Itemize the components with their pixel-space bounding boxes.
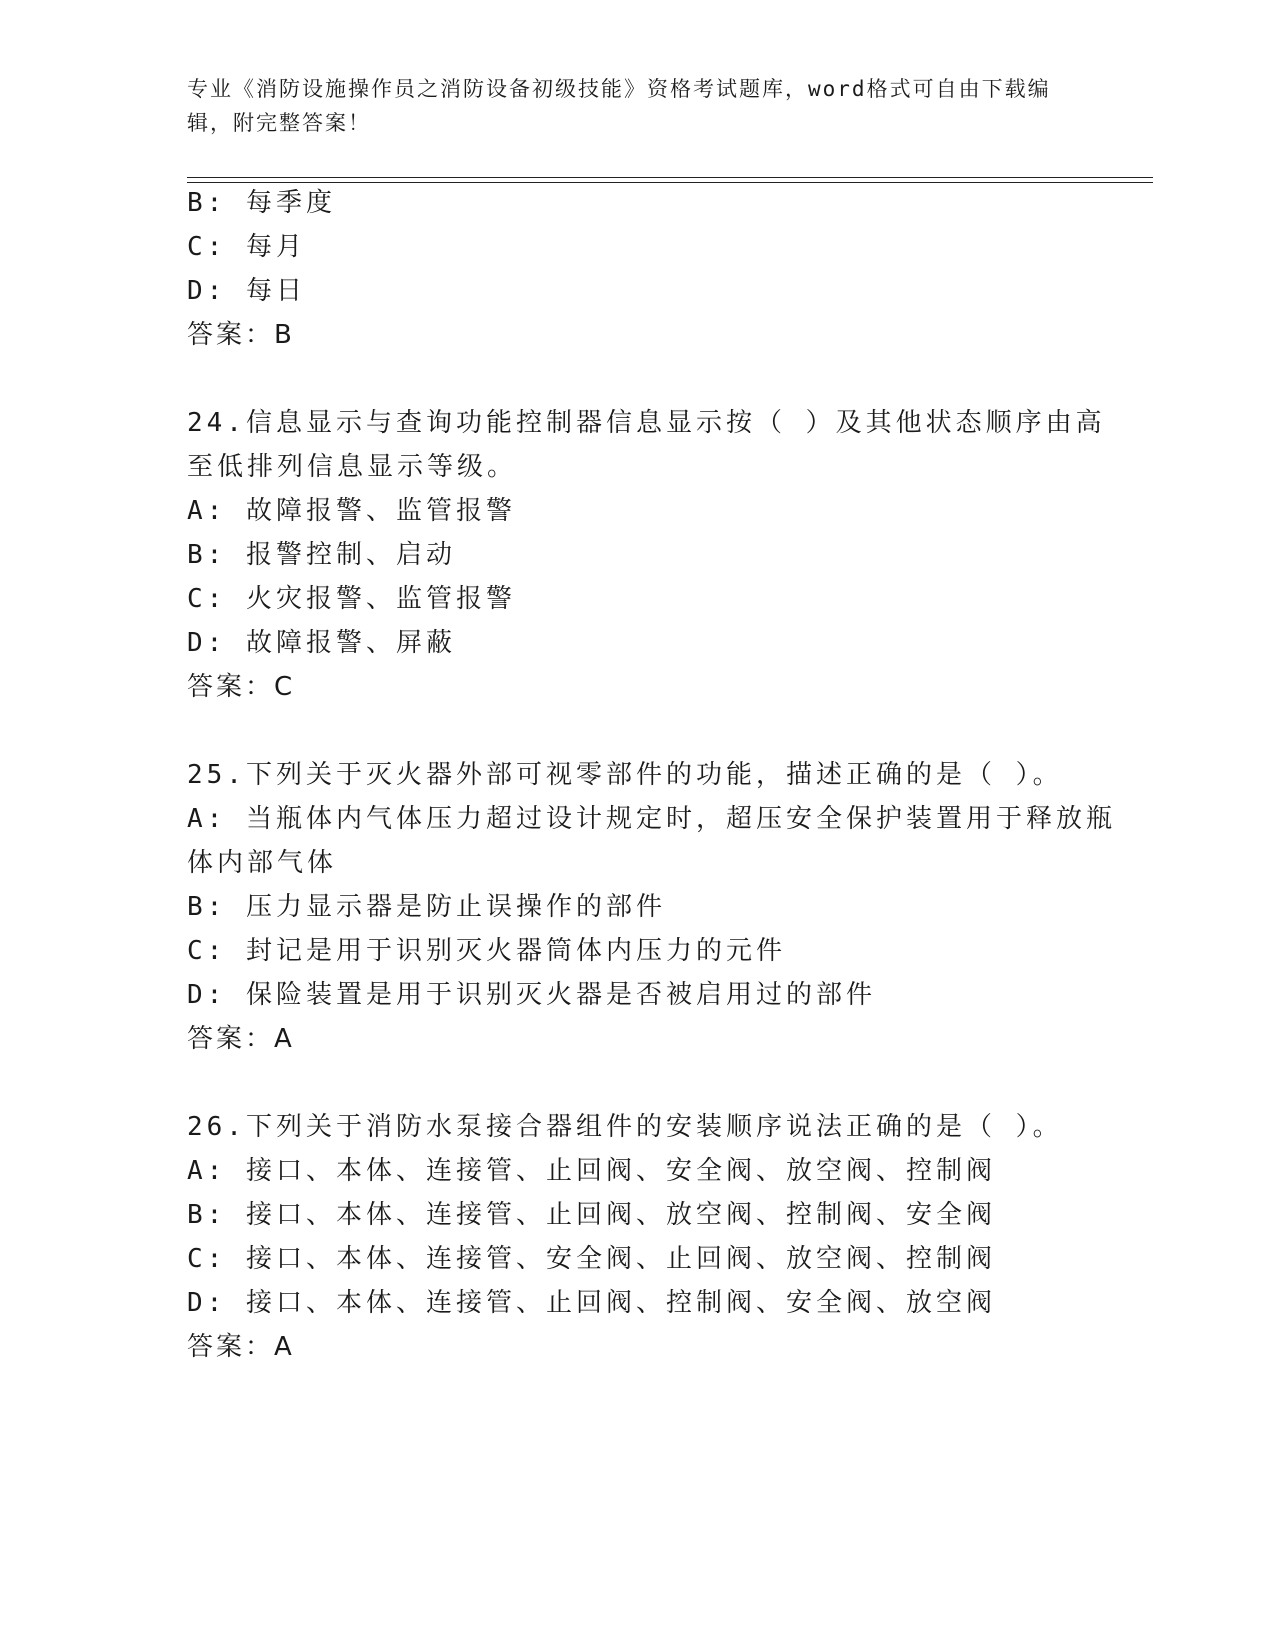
q25-answer: 答案：A — [187, 1024, 295, 1054]
q23-option-b: B: 每季度 — [187, 188, 336, 218]
header-divider-top — [187, 177, 1153, 178]
q24-option-b: B: 报警控制、启动 — [187, 540, 456, 570]
q24-stem-line-1: 24.信息显示与查询功能控制器信息显示按（ ）及其他状态顺序由高 — [187, 408, 1106, 438]
q25-option-b: B: 压力显示器是防止误操作的部件 — [187, 892, 666, 922]
q23-option-d: D: 每日 — [187, 276, 306, 306]
q25-option-a-line-1: A: 当瓶体内气体压力超过设计规定时，超压安全保护装置用于释放瓶 — [187, 804, 1116, 834]
q23-option-c: C: 每月 — [187, 232, 306, 262]
q26-answer: 答案：A — [187, 1332, 295, 1362]
q25-option-c: C: 封记是用于识别灭火器筒体内压力的元件 — [187, 936, 786, 966]
q25-option-a-line-2: 体内部气体 — [187, 848, 338, 878]
q24-option-d: D: 故障报警、屏蔽 — [187, 628, 456, 658]
header-divider-bottom — [187, 182, 1153, 183]
q24-option-c: C: 火灾报警、监管报警 — [187, 584, 516, 614]
document-header: 专业《消防设施操作员之消防设备初级技能》资格考试题库，word格式可自由下载编辑，附完整答案！ — [187, 77, 1051, 135]
q25-option-d: D: 保险装置是用于识别灭火器是否被启用过的部件 — [187, 980, 876, 1010]
q24-answer: 答案：C — [187, 672, 296, 702]
q24-stem-line-2: 至低排列信息显示等级。 — [187, 452, 518, 482]
q26-option-a: A: 接口、本体、连接管、止回阀、安全阀、放空阀、控制阀 — [187, 1156, 996, 1186]
q26-option-b: B: 接口、本体、连接管、止回阀、放空阀、控制阀、安全阀 — [187, 1200, 996, 1230]
q23-answer: 答案：B — [187, 320, 295, 350]
q24-option-a: A: 故障报警、监管报警 — [187, 496, 516, 526]
q25-stem: 25.下列关于灭火器外部可视零部件的功能，描述正确的是（ ）。 — [187, 760, 1063, 790]
q26-stem: 26.下列关于消防水泵接合器组件的安装顺序说法正确的是（ ）。 — [187, 1112, 1063, 1142]
q26-option-c: C: 接口、本体、连接管、安全阀、止回阀、放空阀、控制阀 — [187, 1244, 996, 1274]
q26-option-d: D: 接口、本体、连接管、止回阀、控制阀、安全阀、放空阀 — [187, 1288, 996, 1318]
